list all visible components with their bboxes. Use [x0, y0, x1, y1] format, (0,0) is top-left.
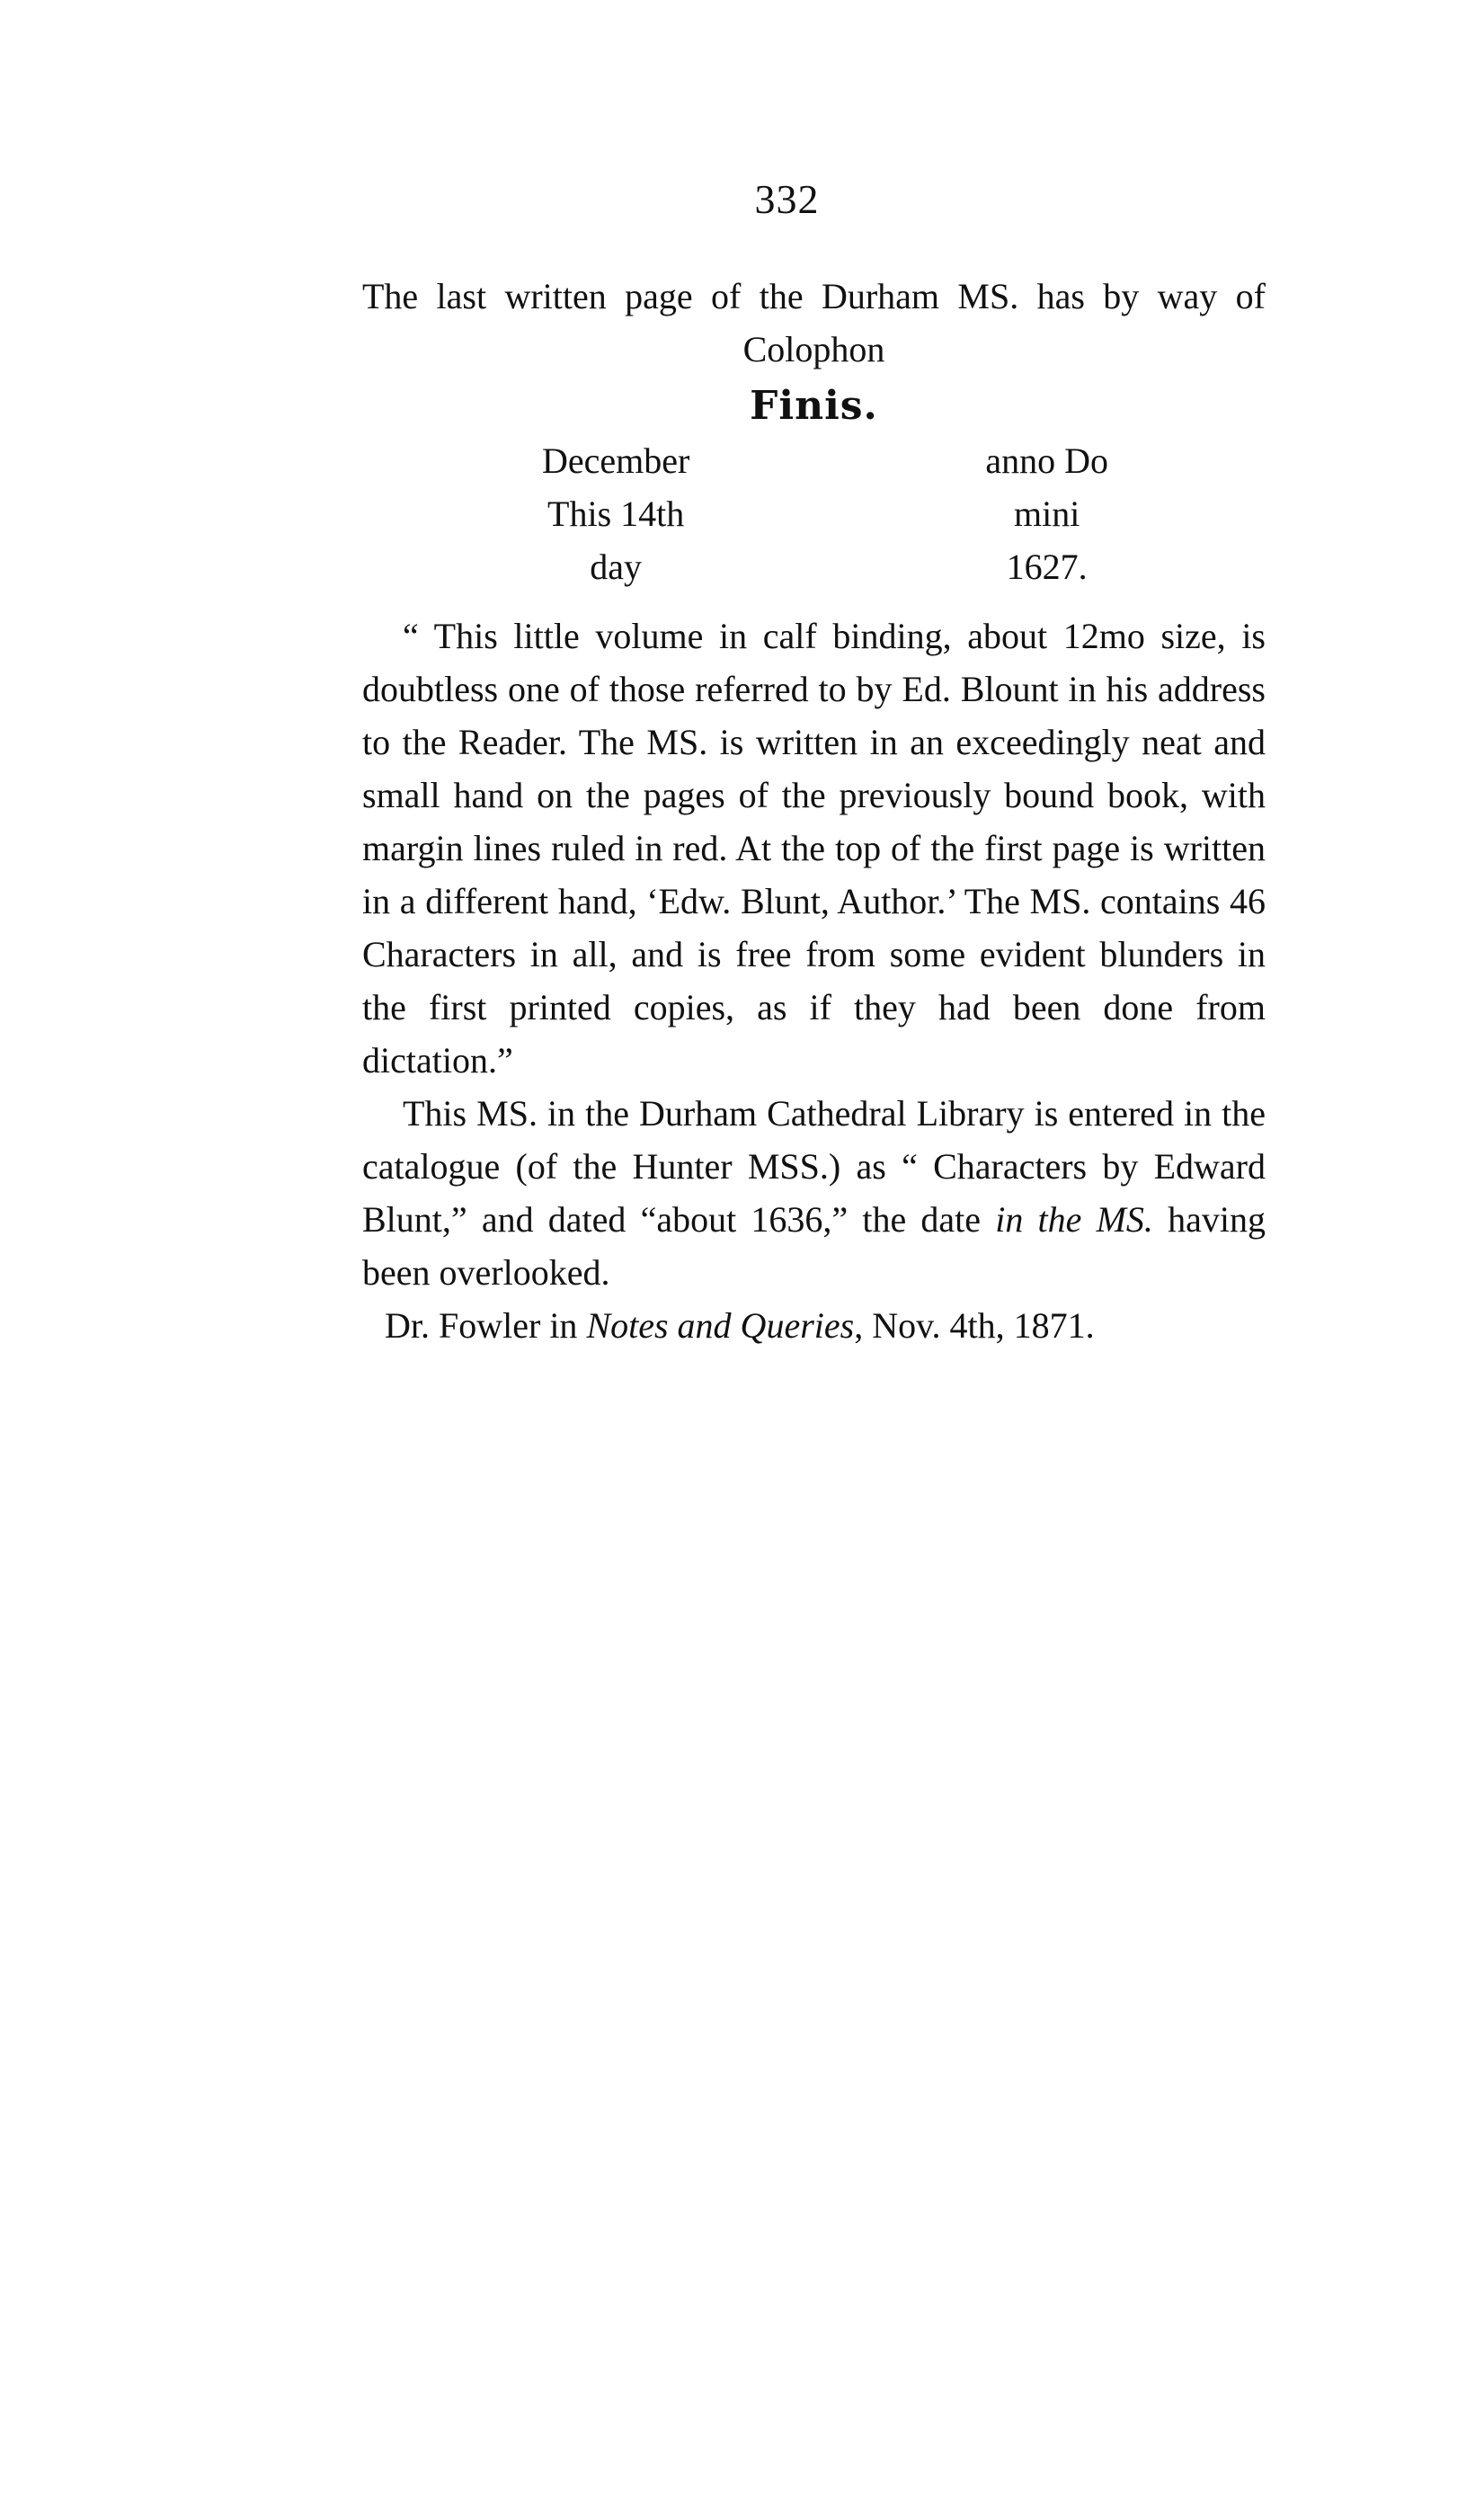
- quoted-description: “ This little volume in calf binding, about 12mo size, is doubtless one of those referred to by Ed. Blount in his address to the Reader. The MS. is written in an exceedingly neat and small hand on the pages of the previously bound book, with margin lines ruled in red. At the top of the first page is written in a different hand, ‘Edw. Blunt, Author.’ The MS. contains 46 Characters in all, and is free from some evident blunders in the first printed copies, as if they had been done from dictation.”: [362, 616, 1266, 1081]
- colophon-line: mini: [1014, 494, 1080, 534]
- colophon-left-column: [542, 434, 689, 593]
- colophon-line: 1627.: [1006, 547, 1088, 587]
- citation-title: Notes and Queries: [586, 1305, 855, 1346]
- colophon-line: December: [542, 440, 690, 481]
- colophon-line: This 14th: [547, 494, 685, 534]
- paragraph-italic: in the MS.: [995, 1199, 1153, 1240]
- finis-heading: Finis.: [750, 383, 878, 429]
- citation: [362, 1299, 1266, 1352]
- colophon-line: day: [590, 547, 643, 587]
- colophon: [362, 434, 1266, 593]
- paragraph-text: This MS. in the Durham Cathedral Library is entered in the catalogue (of the Hunter MSS.) as “ Characters by Edward Blunt,” and dated “about 1636,” the date: [362, 1093, 1266, 1240]
- citation-text: Dr. Fowler in: [385, 1305, 587, 1346]
- citation-text-end: , Nov. 4th, 1871.: [854, 1305, 1095, 1346]
- intro-text: The last written page of the Durham MS. has by way of Colophon: [362, 276, 1266, 369]
- colophon-right-column: [985, 434, 1108, 593]
- colophon-line: anno Do: [985, 440, 1108, 481]
- text-block: [362, 270, 1266, 1352]
- paragraph-text-end: having been overlooked.: [362, 1199, 1266, 1293]
- page-number: 332: [754, 176, 820, 222]
- catalogue-paragraph: [362, 1087, 1266, 1299]
